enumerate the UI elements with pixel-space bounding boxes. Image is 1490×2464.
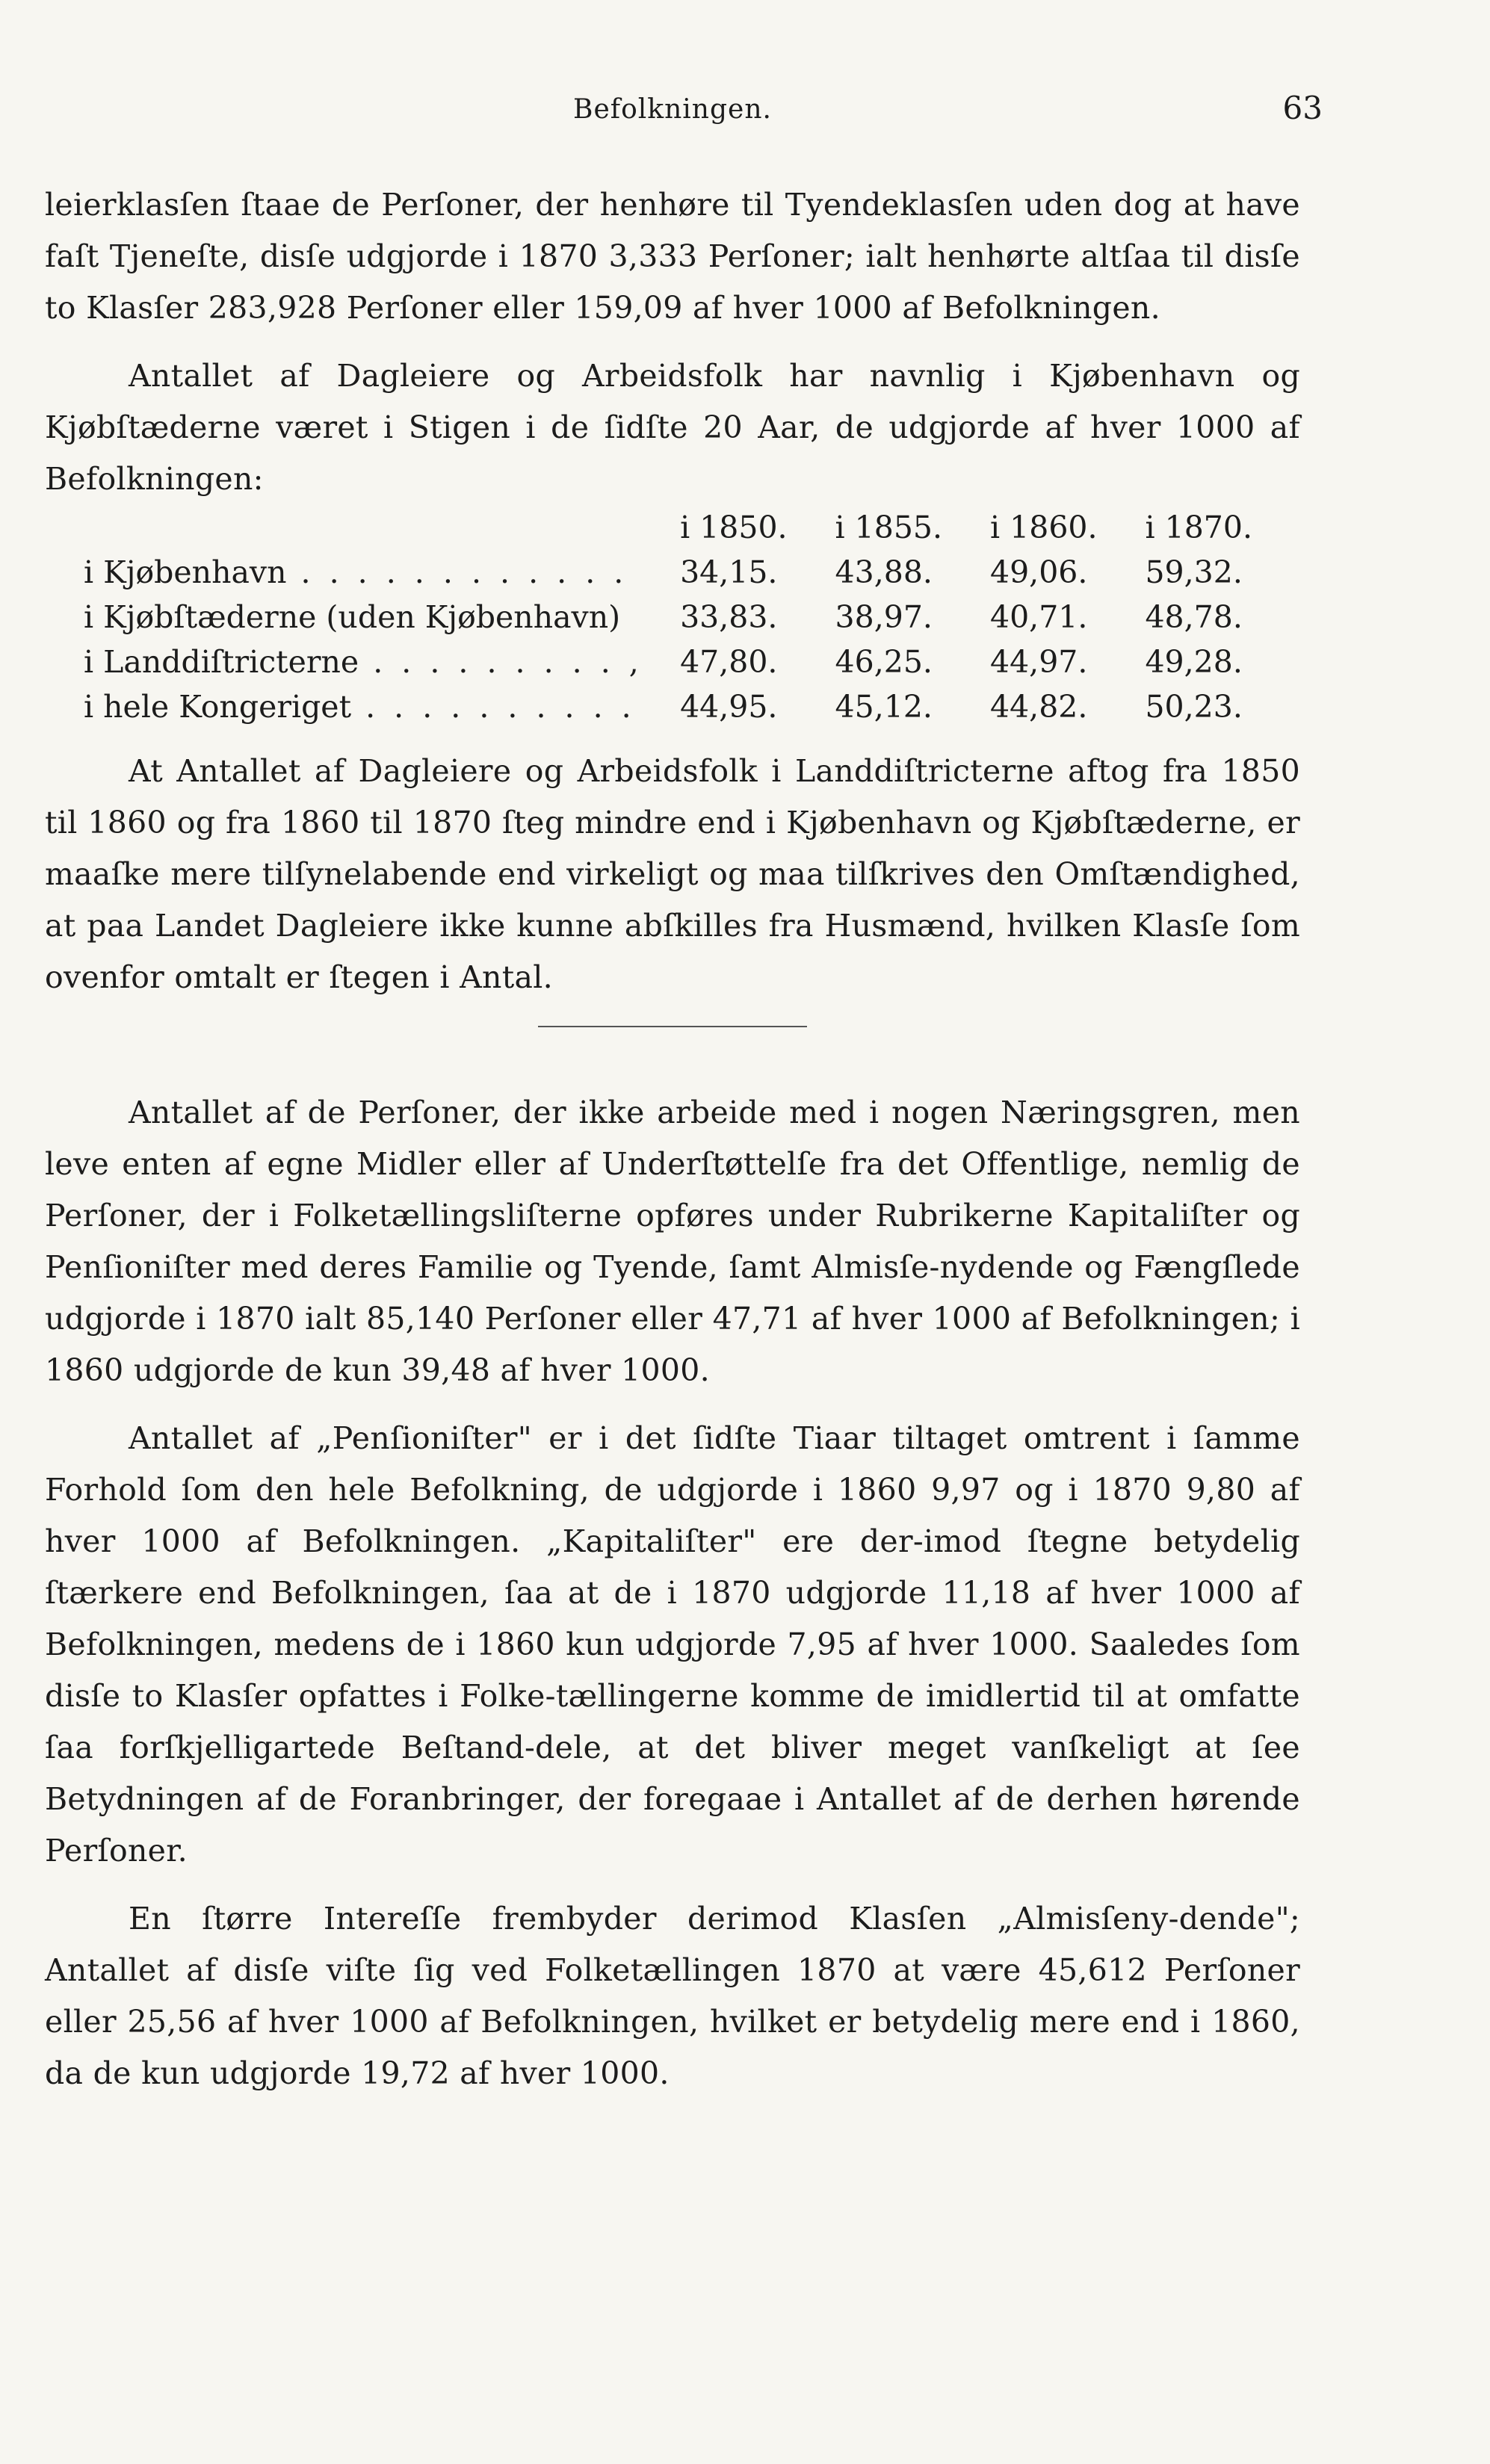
column-header-1850: i 1850. xyxy=(680,510,788,545)
row-label: i Kjøbſtæderne (uden Kjøbenhavn) xyxy=(84,599,621,635)
section-divider xyxy=(538,1026,807,1027)
row-label: i Kjøbenhavn xyxy=(84,554,287,590)
paragraph-3: At Antallet af Dagleiere og Arbeidsfolk i Landdiſtricterne aftog fra 1850 til 1860 og fra 1860 til 1870 ſteg mindre end i Kjøbenhavn og Kjøbſtæderne, er maaſke mere tilſynelabende end virkeligt og maa tilſkrives den Omſtændighed, at paa Landet Dagleiere ikke kunne abſkilles fra Husmænd, hvilken Klasſe ſom ovenfor omtalt er ſtegen i Antal. xyxy=(45,753,1300,995)
table-cell: 44,95. xyxy=(680,689,778,725)
row-label: i Landdiſtricterne xyxy=(84,644,359,680)
table-cell: 49,06. xyxy=(990,554,1088,590)
table-cell: 44,97. xyxy=(990,644,1088,680)
paragraph-2: Antallet af Dagleiere og Arbeidsfolk har navnlig i Kjøbenhavn og Kjøbſtæderne været i Stigen i de ſidſte 20 Aar, de udgjorde af hver 1000 af Befolkningen: xyxy=(45,358,1300,497)
table-cell: 47,80. xyxy=(680,644,778,680)
table-cell: 44,82. xyxy=(990,689,1088,725)
running-title: Befolkningen. xyxy=(573,94,772,125)
column-header-1860: i 1860. xyxy=(990,510,1098,545)
table-cell: 33,83. xyxy=(680,599,778,635)
paragraph-1: leierklasſen ſtaae de Perſoner, der henhøre til Tyendeklasſen uden dog at have faſt Tjeneſte, disſe udgjorde i 1870 3,333 Perſoner; ialt henhørte altſaa til disſe to Klasſer 283,928 Perſoner eller 159,09 af hver 1000 af Befolkningen. xyxy=(45,187,1300,326)
table-row xyxy=(45,595,1300,640)
table-cell: 34,15. xyxy=(680,554,778,590)
statistics-table xyxy=(45,505,1300,729)
table-row xyxy=(45,550,1300,595)
paragraph-4: Antallet af de Perſoner, der ikke arbeide med i nogen Næringsgren, men leve enten af egne Midler eller af Underſtøttelſe fra det Offentlige, nemlig de Perſoner, der i Folketællingsliſterne opføres under Rubrikerne Kapitaliſter og Penſioniſter med deres Familie og Tyende, ſamt Almisſe-nydende og Fængſlede udgjorde i 1870 ialt 85,140 Perſoner eller 47,71 af hver 1000 af Befolkningen; i 1860 udgjorde de kun 39,48 af hver 1000. xyxy=(45,1095,1300,1388)
table-row xyxy=(45,640,1300,684)
body-text xyxy=(45,179,1300,2099)
column-header-1855: i 1855. xyxy=(835,510,943,545)
dot-leader: . . . . . . . . . . xyxy=(351,689,636,725)
table-cell: 48,78. xyxy=(1145,599,1243,635)
table-header-row xyxy=(45,505,1300,550)
table-cell: 50,23. xyxy=(1145,689,1243,725)
table-cell: 46,25. xyxy=(835,644,933,680)
dot-leader: . . . . . . . . . . . . xyxy=(286,554,628,590)
dot-leader: . . . . . . . . . , xyxy=(359,644,643,680)
table-cell: 49,28. xyxy=(1145,644,1243,680)
page-header xyxy=(45,90,1323,134)
page-number: 63 xyxy=(1282,90,1323,126)
table-cell: 38,97. xyxy=(835,599,933,635)
paragraph-6: En ſtørre Intereſſe frembyder derimod Klasſen „Almisſeny-dende"; Antallet af disſe viſte ſig ved Folketællingen 1870 at være 45,612 Perſoner eller 25,56 af hver 1000 af Befolkningen, hvilket er betydelig mere end i 1860, da de kun udgjorde 19,72 af hver 1000. xyxy=(45,1901,1300,2091)
table-cell: 59,32. xyxy=(1145,554,1243,590)
table-cell: 43,88. xyxy=(835,554,933,590)
table-row xyxy=(45,684,1300,729)
book-page xyxy=(45,0,1323,2464)
table-cell: 45,12. xyxy=(835,689,933,725)
row-label: i hele Kongeriget xyxy=(84,689,352,725)
table-cell: 40,71. xyxy=(990,599,1088,635)
column-header-1870: i 1870. xyxy=(1145,510,1252,545)
paragraph-5: Antallet af „Penſioniſter" er i det ſidſte Tiaar tiltaget omtrent i ſamme Forhold ſom den hele Befolkning, de udgjorde i 1860 9,97 og i 1870 9,80 af hver 1000 af Befolkningen. „Kapitaliſter" ere der-imod ſtegne betydelig ſtærkere end Befolkningen, ſaa at de i 1870 udgjorde 11,18 af hver 1000 af Befolkningen, medens de i 1860 kun udgjorde 7,95 af hver 1000. Saaledes ſom disſe to Klasſer opfattes i Folke-tællingerne komme de imidlertid til at omfatte ſaa forſkjelligartede Beſtand-dele, at det bliver meget vanſkeligt at ſee Betydningen af de Foranbringer, der foregaae i Antallet af de derhen hørende Perſoner. xyxy=(45,1420,1300,1869)
